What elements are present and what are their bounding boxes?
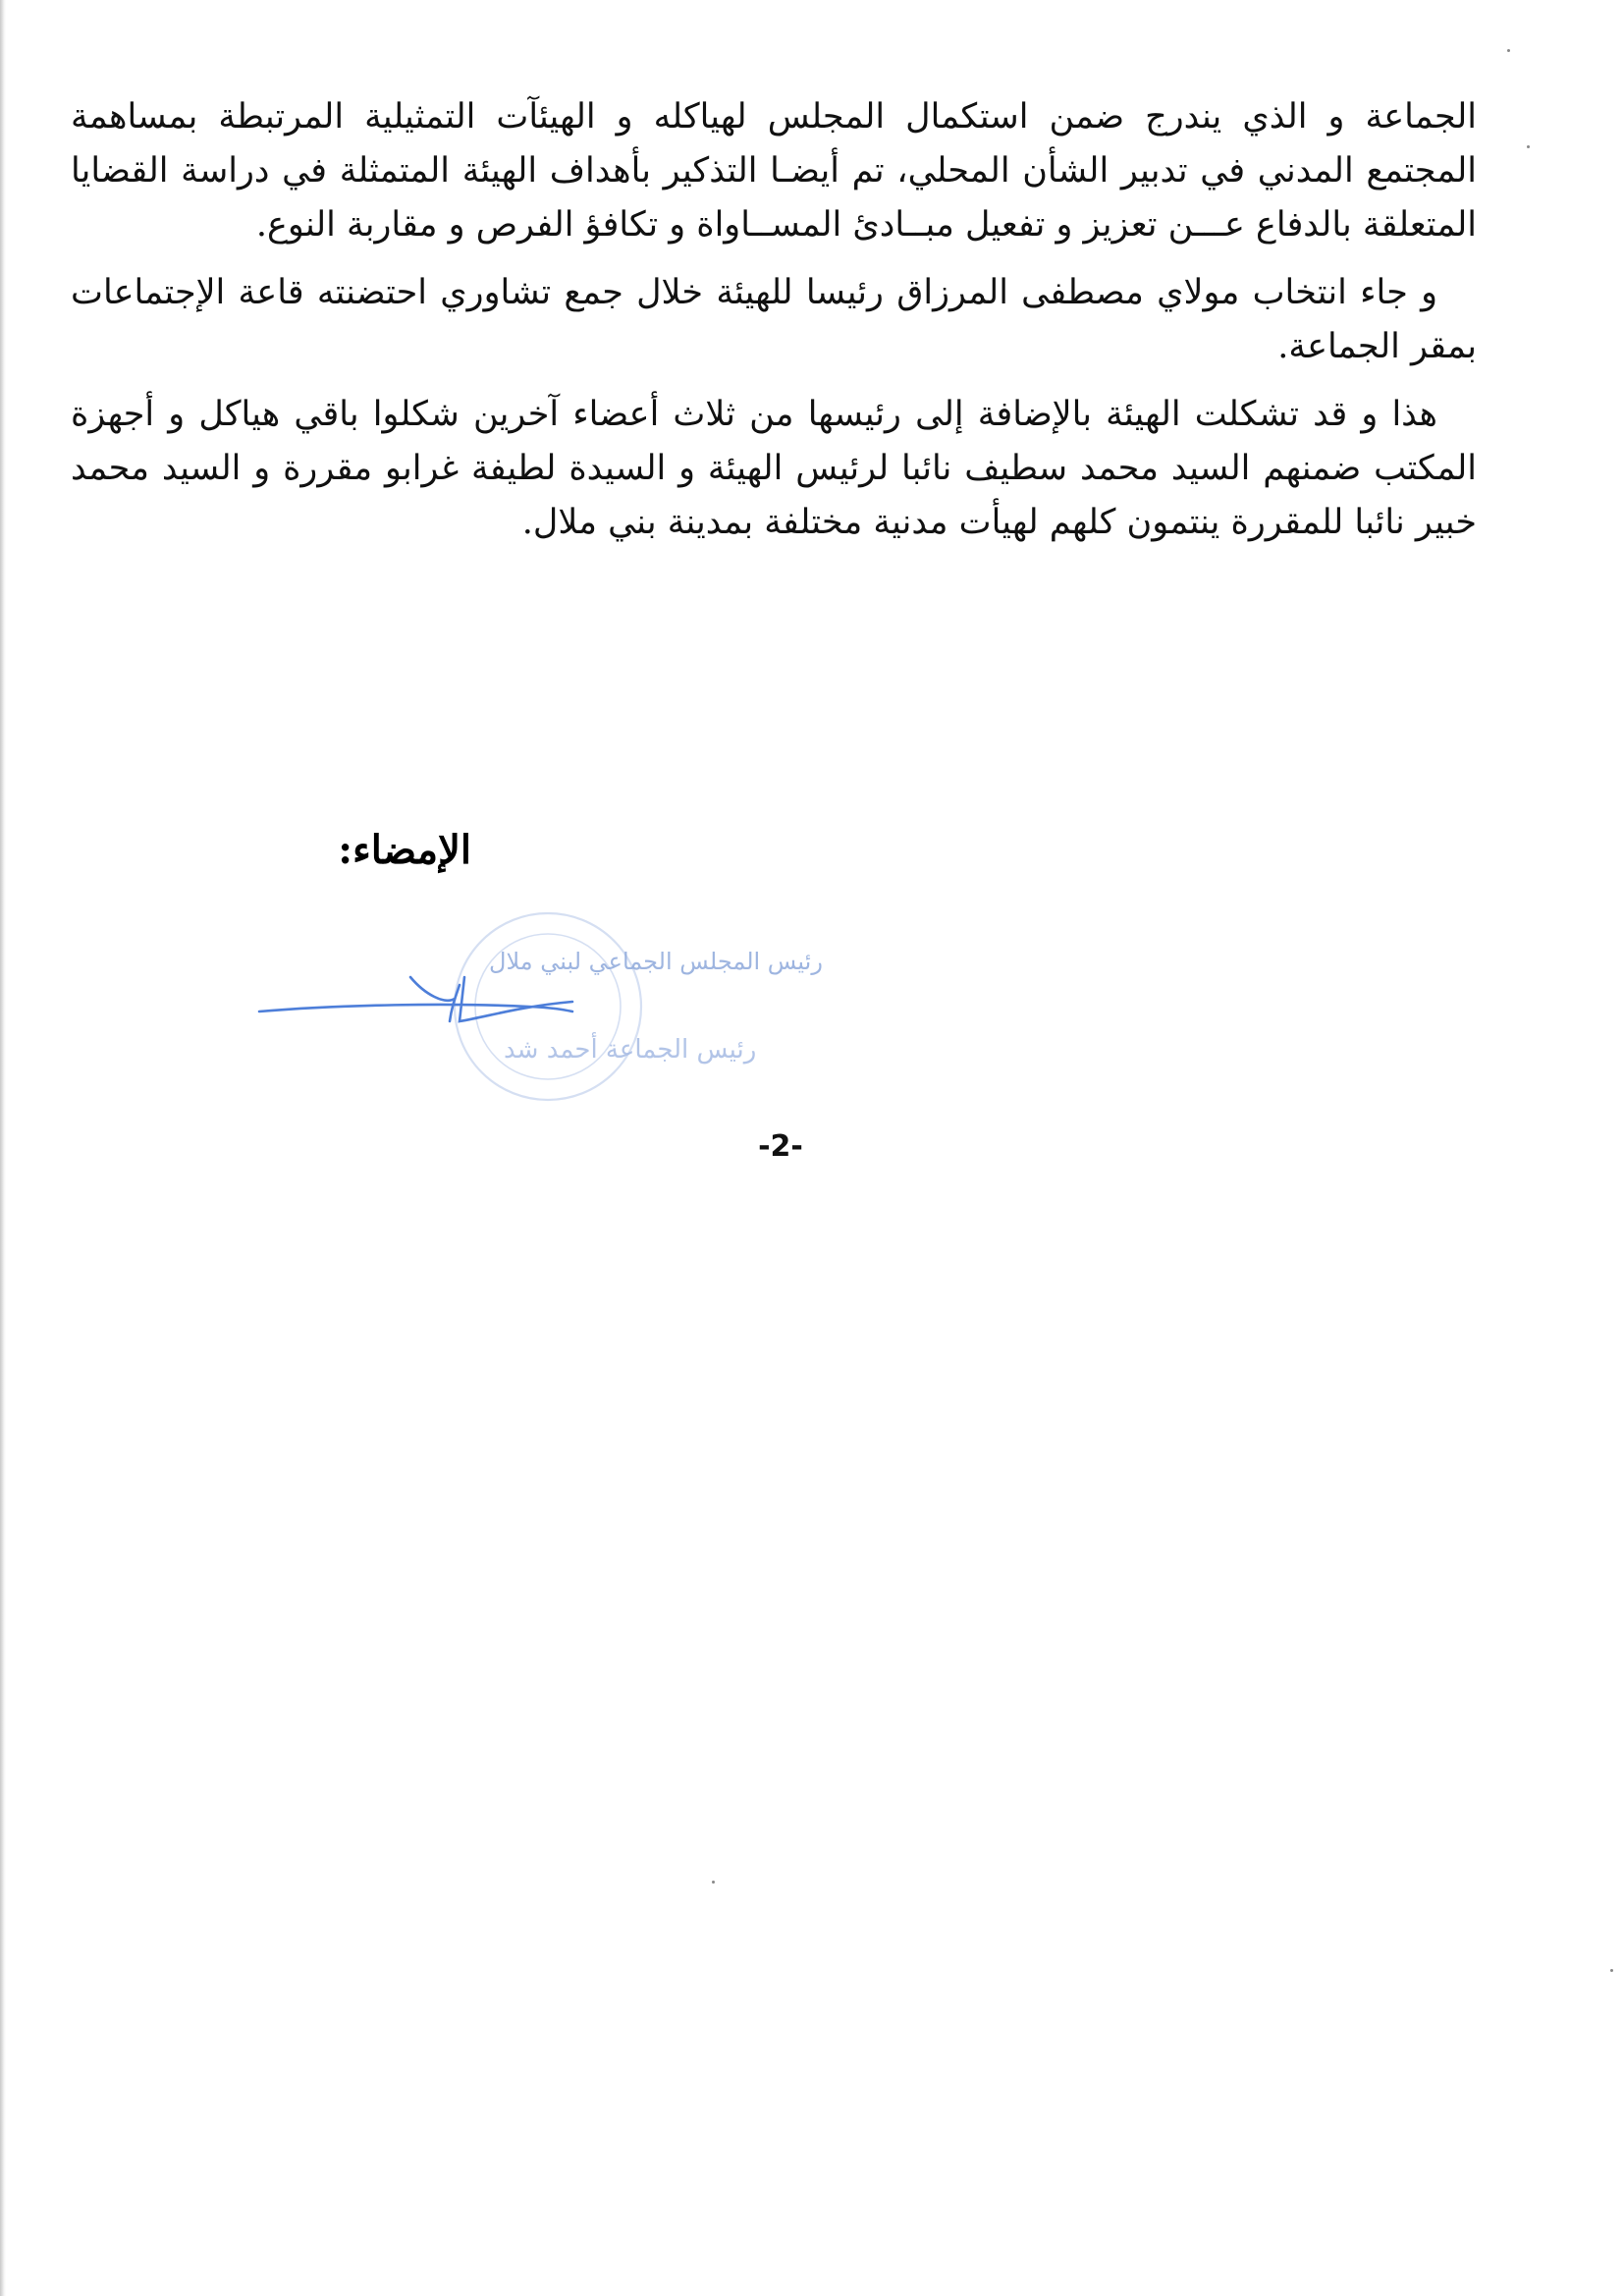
scan-speck <box>712 1881 715 1884</box>
paragraph-council-structures: الجماعة و الذي يندرج ضمن استكمال المجلس لهياكله و الهيئآت التمثيلية المرتبطة بمساهمة المجتمع المدني في تدبير الشأن المحلي، تم أيضـا التذكير بأهداف الهيئة المتمثلة في دراسة القضايا المتعلقة بالدفاع عـــن تعزيز و تفعيل مبــادئ المســاواة و تكافؤ الفرص و مقاربة النوع. <box>71 97 1477 245</box>
document-body <box>71 90 1477 564</box>
page-number: -2- <box>758 1129 803 1164</box>
scan-speck <box>1507 49 1510 52</box>
signature-label: الإمضاء: <box>338 827 471 873</box>
official-stamp-signature <box>224 908 823 1085</box>
paragraph-president-election: و جاء انتخاب مولاي مصطفى المرزاق رئيسا للهيئة خلال جمع تشاوري احتضنته قاعة الإجتماعات بمقر الجماعة. <box>71 273 1477 366</box>
scan-edge-shadow <box>0 0 6 2296</box>
scan-speck <box>1610 1969 1613 1972</box>
stamp-top-text: رئيس المجلس الجماعي لبني ملال <box>489 948 823 975</box>
stamp-bottom-text: رئيس الجماعة أحمد شد <box>504 1035 757 1065</box>
stamp-seal <box>455 913 641 1100</box>
paragraph-bureau-members: هذا و قد تشكلت الهيئة بالإضافة إلى رئيسها من ثلاث أعضاء آخرين شكلوا باقي هياكل و أجهزة المكتب ضمنهم السيد محمد سطيف نائبا لرئيس الهيئة و السيدة لطيفة غرابو مقررة و السيد محمد خبير نائبا للمقررة ينتمون كلهم لهيأت مدنية مختلفة بمدينة بني ملال. <box>71 395 1477 542</box>
signature-stroke <box>259 977 572 1021</box>
scan-speck <box>1527 145 1530 148</box>
